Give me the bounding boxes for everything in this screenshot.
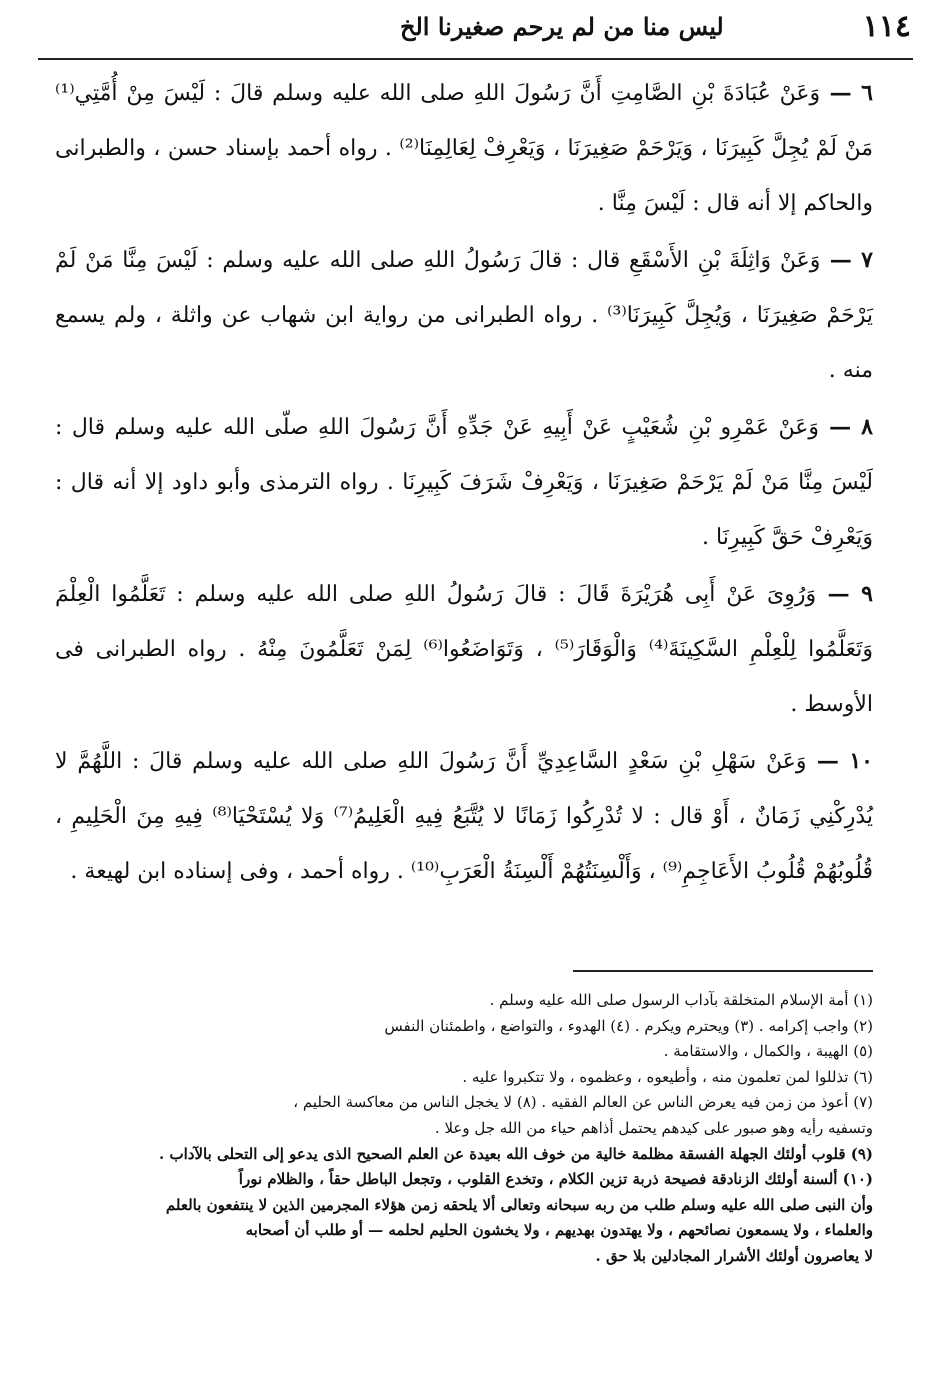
hadith-dash: — [820, 247, 862, 273]
running-title: ليس منا من لم يرحم صغيرنا الخ [400, 11, 724, 41]
hadith-body [55, 66, 873, 901]
footnote: (٧) أعوذ من زمن فيه يعرض الناس عن العالم الفقيه . (٨) لا يخجل الناس من معاكسة الحليم ، [293, 1093, 873, 1112]
footnote: (٩) قلوب أولئك الجهلة الفسقة مظلمة خالية من خوف الله بعيدة عن العلم الصحيح الذى يدعو إلى التحلى بالآداب . [159, 1144, 873, 1163]
footnote-continuation: وأن النبى صلى الله عليه وسلم طلب من ربه سبحانه وتعالى ألا يلحقه زمن هؤلاء المجرمين الذين لا ينتفعون بالعلم [165, 1195, 873, 1214]
page-header [40, 6, 911, 46]
hadith-paragraph [55, 400, 873, 565]
hadith-text: وَعَنْ عَمْرِو بْنِ شُعَيْبٍ عَنْ أَبِيهِ عَنْ جَدِّهِ أَنَّ رَسُولَ اللهِ صلّى الله عليه وسلم قال : لَيْسَ مِنَّا مَنْ لَمْ يَرْحَمْ صَغِيرَنَا ، وَيَعْرِفْ شَرَفَ كَبِيرِنَا . رواه الترمذى وأبو داود إلا أنه قال : وَيَعْرِفْ حَقَّ كَبِيرِنَا . [55, 415, 873, 550]
footnote: (١) أمة الإسلام المتخلقة بآداب الرسول صلى الله عليه وسلم . [489, 991, 873, 1009]
hadith-text: وَعَنْ عُبَادَةَ بْنِ الصَّامِتِ أَنَّ رَسُولَ اللهِ صلى الله عليه وسلم قالَ : لَيْسَ مِنْ أُمَّتِي⁽¹⁾ مَنْ لَمْ يُجِلَّ كَبِيرَنَا ، وَيَرْحَمْ صَغِيرَنَا ، وَيَعْرِفْ لِعَالِمِنَا⁽²⁾ . رواه أحمد بإسناد حسن ، والطبرانى والحاكم إلا أنه قال : لَيْسَ مِنَّا . [55, 81, 873, 216]
hadith-text: وَرُوِىَ عَنْ أَبِى هُرَيْرَةَ قَالَ : قالَ رَسُولُ اللهِ صلى الله عليه وسلم : تَعَلَّمُوا الْعِلْمَ وَتَعَلَّمُوا لِلْعِلْمِ السَّكِينَةَ⁽⁴⁾ وَالْوَقَارَ⁽⁵⁾ ، وَتَوَاضَعُوا⁽⁶⁾ لِمَنْ تَعَلَّمُونَ مِنْهُ . رواه الطبرانى فى الأوسط . [55, 582, 874, 717]
hadith-text: وَعَنْ سَهْلِ بْنِ سَعْدٍ السَّاعِدِيِّ أَنَّ رَسُولَ اللهِ صلى الله عليه وسلم قالَ : اللَّهُمَّ لا يُدْرِكْنِي زَمَانٌ ، أَوْ قال : لا تُدْرِكُوا زَمَانًا لا يُتَّبَعُ فِيهِ الْعَلِيمُ⁽⁷⁾ وَلا يُسْتَحْيَا⁽⁸⁾ فِيهِ مِنَ الْحَلِيمِ ، قُلُوبُهُمْ قُلُوبُ الأَعَاجِمِ⁽⁹⁾ ، وَأَلْسِنَتُهُمْ أَلْسِنَةُ الْعَرَبِ⁽¹⁰⁾ . رواه أحمد ، وفى إسناده ابن لهيعة . [55, 749, 873, 884]
hadith-number: ٧ [861, 247, 873, 273]
footnote: (١٠) ألسنة أولئك الزنادقة فصيحة ذربة تزين الكلام ، وتخدع القلوب ، وتجعل الباطل حقاً ، والظلام نوراً [238, 1170, 873, 1189]
hadith-paragraph [55, 233, 873, 398]
hadith-number: ٦ [861, 80, 873, 106]
hadith-paragraph [55, 734, 873, 899]
hadith-text: وَعَنْ وَاثِلَةَ بْنِ الأَسْقَعِ قال : قالَ رَسُولُ اللهِ صلى الله عليه وسلم : لَيْسَ مِنَّا مَنْ لَمْ يَرْحَمْ صَغِيرَنَا ، وَيُجِلَّ كَبِيرَنَا⁽³⁾ . رواه الطبرانى من رواية ابن شهاب عن واثلة ، ولم يسمع منه . [55, 248, 873, 383]
footnote-continuation: والعلماء ، ولا يسمعون نصائحهم ، ولا يهتدون بهديهم ، ولا يخشون الحليم لحلمه — أو طلب أن أصحابه [245, 1221, 873, 1240]
footnote-continuation: لا يعاصرون أولئك الأشرار المجادلين بلا حق . [595, 1246, 873, 1265]
hadith-dash: — [820, 80, 862, 106]
footnotes [40, 988, 873, 1270]
hadith-dash: — [819, 414, 862, 440]
hadith-dash: — [816, 581, 862, 607]
page-number: ١١٤ [862, 8, 911, 44]
hadith-paragraph [55, 66, 873, 231]
footnote: (٢) واجب إكرامه . (٣) ويحترم ويكرم . (٤) الهدوء ، والتواضع ، واطمئنان النفس [384, 1016, 873, 1035]
footnote: (٦) تذللوا لمن تعلمون منه ، وأطيعوه ، وعظموه ، ولا تتكبروا عليه . [462, 1067, 873, 1086]
footnote-continuation: وتسفيه رأيه وهو صبور على كيدهم يحتمل أذاهم حياء من الله جل وعلا . [434, 1118, 873, 1137]
footnote-rule [573, 970, 873, 972]
hadith-number: ١٠ [849, 748, 873, 774]
hadith-dash: — [806, 748, 850, 774]
hadith-number: ٩ [861, 581, 873, 607]
header-rule [38, 58, 913, 60]
footnote: (٥) الهيبة ، والكمال ، والاستقامة . [663, 1042, 873, 1061]
hadith-paragraph [55, 567, 873, 732]
hadith-number: ٨ [861, 414, 873, 440]
